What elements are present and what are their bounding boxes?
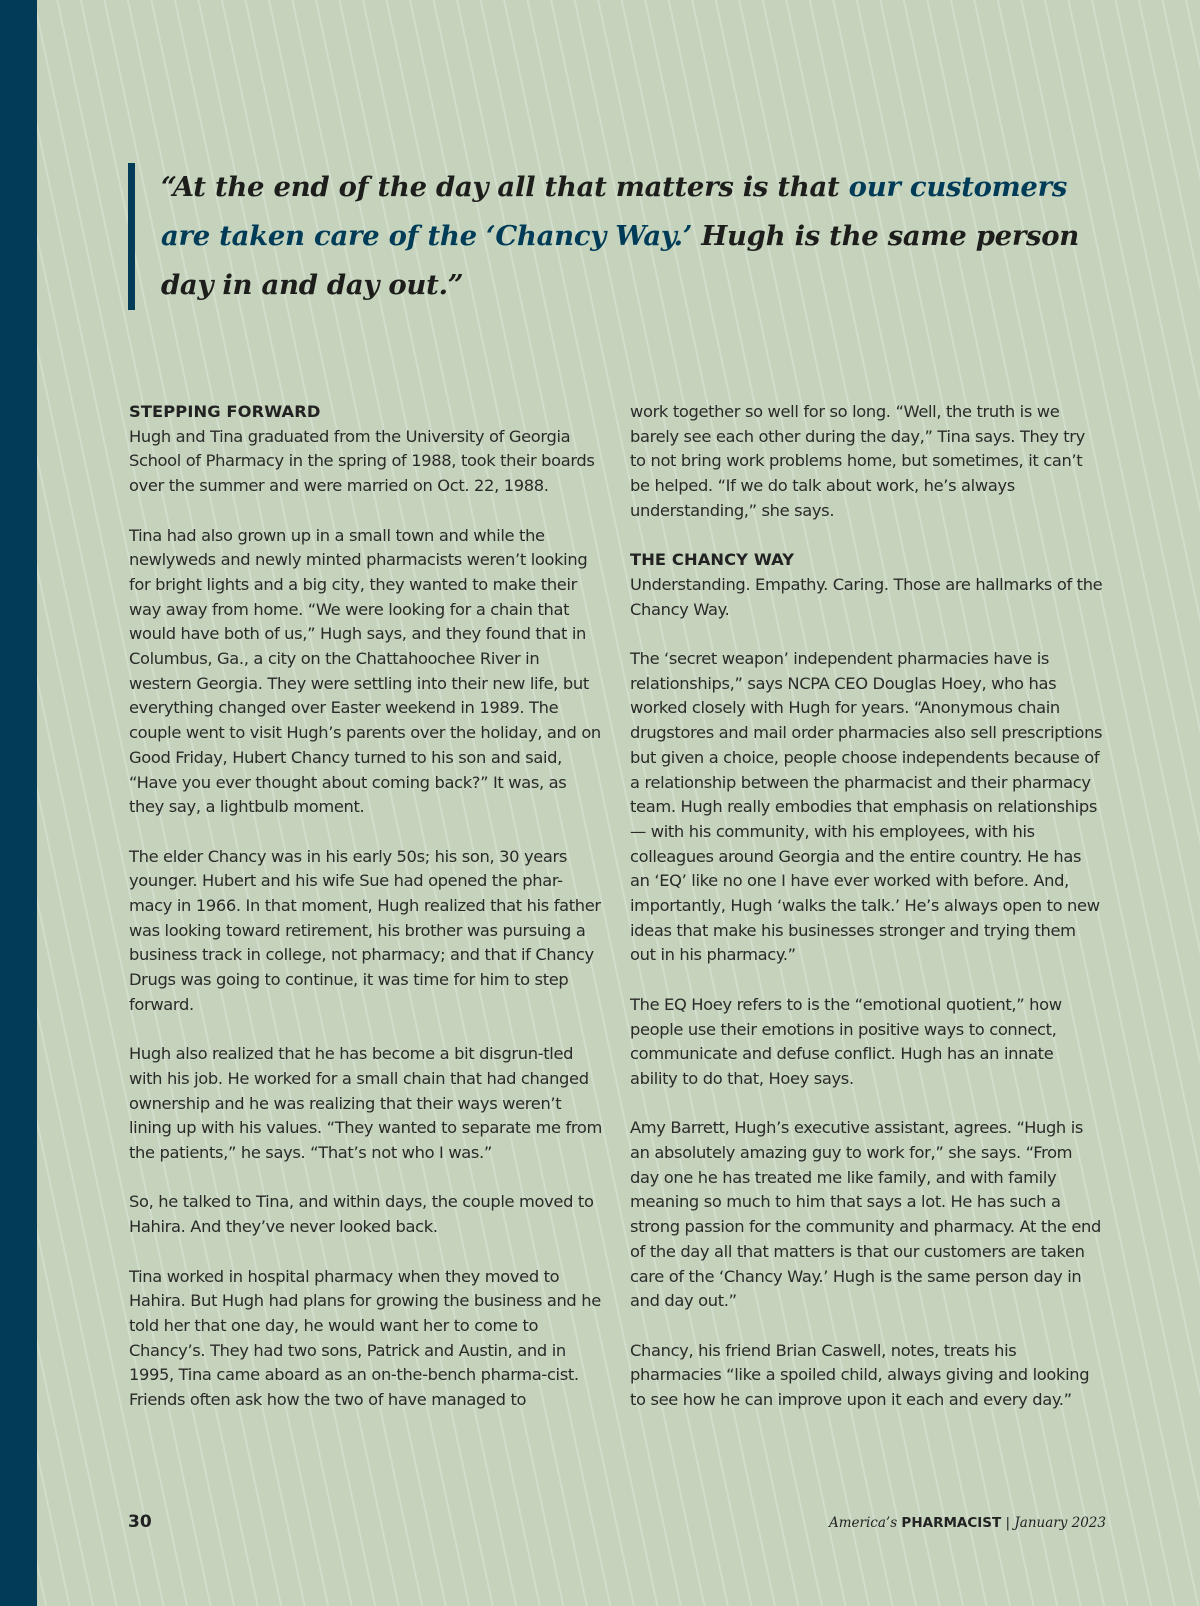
pull-quote-text	[161, 163, 1088, 310]
paragraph: The ‘secret weapon’ independent pharmacies have is relationships,” says NCPA CEO Douglas Hoey, who has worked closely with Hugh for years. “Anonymous chain drugstores and mail order pharmacies also sell prescriptions but given a choice, people choose independents because of a relationship between the pharmacist and their pharmacy team. Hugh really embodies that emphasis on relationships — with his community, with his employees, with his colleagues around Georgia and the entire country. He has an ‘EQ’ like no one I have ever worked with before. And, importantly, Hugh ‘walks the talk.’ He’s always open to new ideas that make his businesses stronger and trying them out in his pharmacy.”	[630, 649, 1103, 965]
page-number: 30	[128, 1512, 152, 1532]
spine-bar	[0, 0, 37, 1606]
pull-quote-part-2: Hugh is the same person day in and day out.”	[161, 220, 1079, 301]
footer-separator: |	[1005, 1515, 1011, 1531]
paragraph: Chancy, his friend Brian Caswell, notes, treats his pharmacies “like a spoiled child, always giving and looking to see how he can improve upon it each and every day.”	[630, 1340, 1090, 1410]
paragraph: Amy Barrett, Hugh’s executive assistant, agrees. “Hugh is an absolutely amazing guy to work for,” she says. “From day one he has treated me like family, and with family meaning so much to him that says a lot. He has such a strong passion for the community and pharmacy. At the end of the day all that matters is that our customers are taken care of the ‘Chancy Way.’ Hugh is the same person day in and day out.”	[630, 1118, 1102, 1311]
paragraph: The elder Chancy was in his early 50s; his son, 30 years younger. Hubert and his wife Sue had opened the phar-macy in 1966. In that moment, Hugh realized that his father was looking toward retirement, his brother was pursuing a business track in college, not pharmacy; and that if Chancy Drugs was going to continue, it was time for him to step forward.	[129, 846, 601, 1014]
paragraph: Hugh and Tina graduated from the University of Georgia School of Pharmacy in the spring of 1988, took their boards over the summer and were married on Oct. 22, 1988.	[129, 426, 595, 496]
pull-quote-part-1: “At the end of the day all that matters is that	[161, 171, 849, 203]
magazine-name: PHARMACIST	[901, 1515, 1002, 1531]
paragraph: Understanding. Empathy. Caring. Those are hallmarks of the Chancy Way.	[630, 574, 1103, 619]
running-footer	[829, 1515, 1106, 1531]
pull-quote	[128, 163, 1088, 310]
paragraph: So, he talked to Tina, and within days, the couple moved to Hahira. And they’ve never looked back.	[129, 1192, 594, 1237]
left-column	[129, 400, 603, 1413]
paragraph: work together so well for so long. “Well, the truth is we barely see each other during the day,” Tina says. They try to not bring work problems home, but sometimes, it can’t be helped. “If we do talk about work, he’s always understanding,” she says.	[630, 402, 1085, 520]
right-column	[630, 400, 1104, 1413]
paragraph: The EQ Hoey refers to is the “emotional quotient,” how people use their emotions in positive ways to connect, communicate and defuse conflict. Hugh has an innate ability to do that, Hoey says.	[630, 994, 1062, 1088]
paragraph: Tina worked in hospital pharmacy when they moved to Hahira. But Hugh had plans for growing the business and he told her that one day, he would want her to come to Chancy’s. They had two sons, Patrick and Austin, and in 1995, Tina came aboard as an on-the-bench pharma-cist. Friends often ask how the two of have managed to	[129, 1266, 601, 1410]
issue-date: January 2023	[1014, 1515, 1106, 1531]
section-heading-chancy-way: THE CHANCY WAY	[630, 550, 795, 570]
pull-quote-highlight: our customers are taken care of the ‘Chancy Way.’	[161, 171, 1068, 252]
paragraph: Hugh also realized that he has become a bit disgrun-tled with his job. He worked for a small chain that had changed ownership and he was realizing that their ways weren’t lining up with his values. “They wanted to separate me from the patients,” he says. “That’s not who I was.”	[129, 1044, 602, 1163]
magazine-prefix: America’s	[828, 1515, 898, 1531]
paragraph: Tina had also grown up in a small town and while the newlyweds and newly minted pharmacists weren’t looking for bright lights and a big city, they wanted to make their way away from home. “We were looking for a chain that would have both of us,” Hugh says, and they found that in Columbus, Ga., a city on the Chattahoochee River in western Georgia. They were settling into their new life, but everything changed over Easter weekend in 1989. The couple went to visit Hugh’s parents over the holiday, and on Good Friday, Hubert Chancy turned to his son and said, “Have you ever thought about coming back?” It was, as they say, a lightbulb moment.	[129, 525, 601, 817]
section-heading-stepping-forward: STEPPING FORWARD	[129, 402, 321, 421]
